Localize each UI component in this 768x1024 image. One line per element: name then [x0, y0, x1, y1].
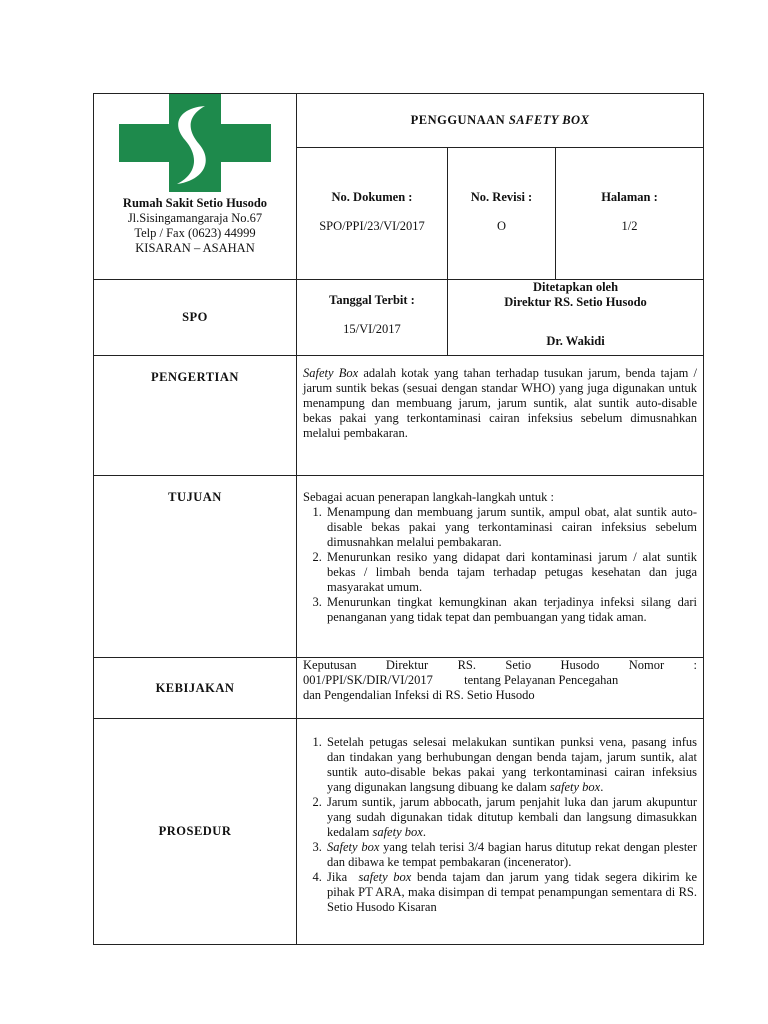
doc-number-label: No. Dokumen : [331, 190, 413, 204]
issue-date-value: 15/VI/2017 [343, 322, 401, 336]
approval-label: Ditetapkan oleh [532, 280, 619, 294]
hospital-city: KISARAN – ASAHAN [135, 241, 255, 255]
prosedur-list [303, 735, 697, 915]
approval-name: Dr. Wakidi [546, 334, 605, 348]
tujuan-item: 2. Menurunkan resiko yang didapat dari kontaminasi jarum / alat suntik bekas / limbah benda tajam terhadap petugas kesehatan dan juga masyarakat umum. [325, 550, 697, 595]
hospital-logo-icon [119, 94, 271, 192]
kebijakan-label: KEBIJAKAN [94, 658, 297, 719]
hospital-header [94, 94, 297, 280]
prosedur-item: 4. Jika safety box benda tajam dan jarum yang tidak segera dikirim ke pihak PT ARA, maka disimpan di tempat penampungan sementara di RS. Setio Husodo Kisaran [325, 870, 697, 915]
prosedur-label: PROSEDUR [94, 719, 297, 945]
page-value: 1/2 [621, 219, 638, 233]
tujuan-label: TUJUAN [94, 476, 297, 658]
hospital-name: Rumah Sakit Setio Husodo [122, 196, 268, 210]
document-title [297, 94, 704, 148]
title-italic: SAFETY BOX [508, 113, 590, 127]
tujuan-content [297, 476, 704, 658]
revision-value: O [496, 219, 507, 233]
kebijakan-line-3: dan Pengendalian Infeksi di RS. Setio Husodo [303, 688, 535, 702]
title-prefix: PENGGUNAAN [410, 113, 509, 127]
approval-role: Direktur RS. Setio Husodo [504, 295, 647, 309]
hospital-phone: Telp / Fax (0623) 44999 [134, 226, 256, 240]
spo-table [93, 93, 704, 945]
page-label: Halaman : [601, 190, 658, 204]
doc-number-value: SPO/PPI/23/VI/2017 [319, 219, 425, 233]
doc-number-cell [297, 148, 448, 280]
tujuan-item: 1. Menampung dan membuang jarum suntik, ampul obat, alat suntik auto-disable bekas pakai yang terkontaminasi cairan infeksius sebelum dimusnahkan melalui pembakaran. [325, 505, 697, 550]
tujuan-item: 3. Menurunkan tingkat kemungkinan akan terjadinya infeksi silang dari penanganan yang tidak tepat dan pembuangan yang tidak aman. [325, 595, 697, 625]
revision-label: No. Revisi : [470, 190, 533, 204]
pengertian-label: PENGERTIAN [94, 356, 297, 476]
kebijakan-content [297, 658, 704, 719]
kebijakan-line-2: 001/PPI/SK/DIR/VI/2017 tentang Pelayanan Pencegahan [303, 673, 619, 687]
revision-cell [448, 148, 556, 280]
page-cell [556, 148, 704, 280]
hospital-address: Jl.Sisingamangaraja No.67 [127, 211, 263, 225]
prosedur-item: 1. Setelah petugas selesai melakukan suntikan punksi vena, pasang infus dan tindakan yang berhubungan dengan benda tajam, jarum suntik, alat suntik auto-disable bekas pakai yang terkontaminasi cairan infeksius yang digunakan langsung dibuang ke dalam safety box. [325, 735, 697, 795]
pengertian-term: Safety Box [303, 366, 359, 380]
tujuan-list [303, 505, 697, 625]
spo-label: SPO [94, 280, 297, 356]
prosedur-content [297, 719, 704, 945]
approval-cell [448, 280, 704, 356]
tujuan-intro: Sebagai acuan penerapan langkah-langkah untuk : [303, 490, 554, 504]
issue-date-label: Tanggal Terbit : [329, 293, 415, 307]
prosedur-item: 2. Jarum suntik, jarum abbocath, jarum penjahit luka dan jarum akupuntur yang sudah digunakan tidak ditutup kembali dan langsung dimasukkan kedalam safety box. [325, 795, 697, 840]
pengertian-definition: adalah kotak yang tahan terhadap tusukan jarum, benda tajam / jarum suntik bekas (sesuai dengan standar WHO) yang juga digunakan untuk menampung dan membuang jarum, jarum suntik, alat suntik auto-disable bekas pakai yang terkontaminasi cairan infeksius sebelum dimusnahkan melalui pembakaran. [303, 366, 698, 440]
prosedur-item: 3. Safety box yang telah terisi 3/4 bagian harus ditutup rekat dengan plester dan dibawa ke tempat pembakaran (incenerator). [325, 840, 697, 870]
kebijakan-line-1: Keputusan Direktur RS. Setio Husodo Nomor : [303, 658, 698, 672]
issue-date-cell [297, 280, 448, 356]
pengertian-text [297, 356, 704, 476]
